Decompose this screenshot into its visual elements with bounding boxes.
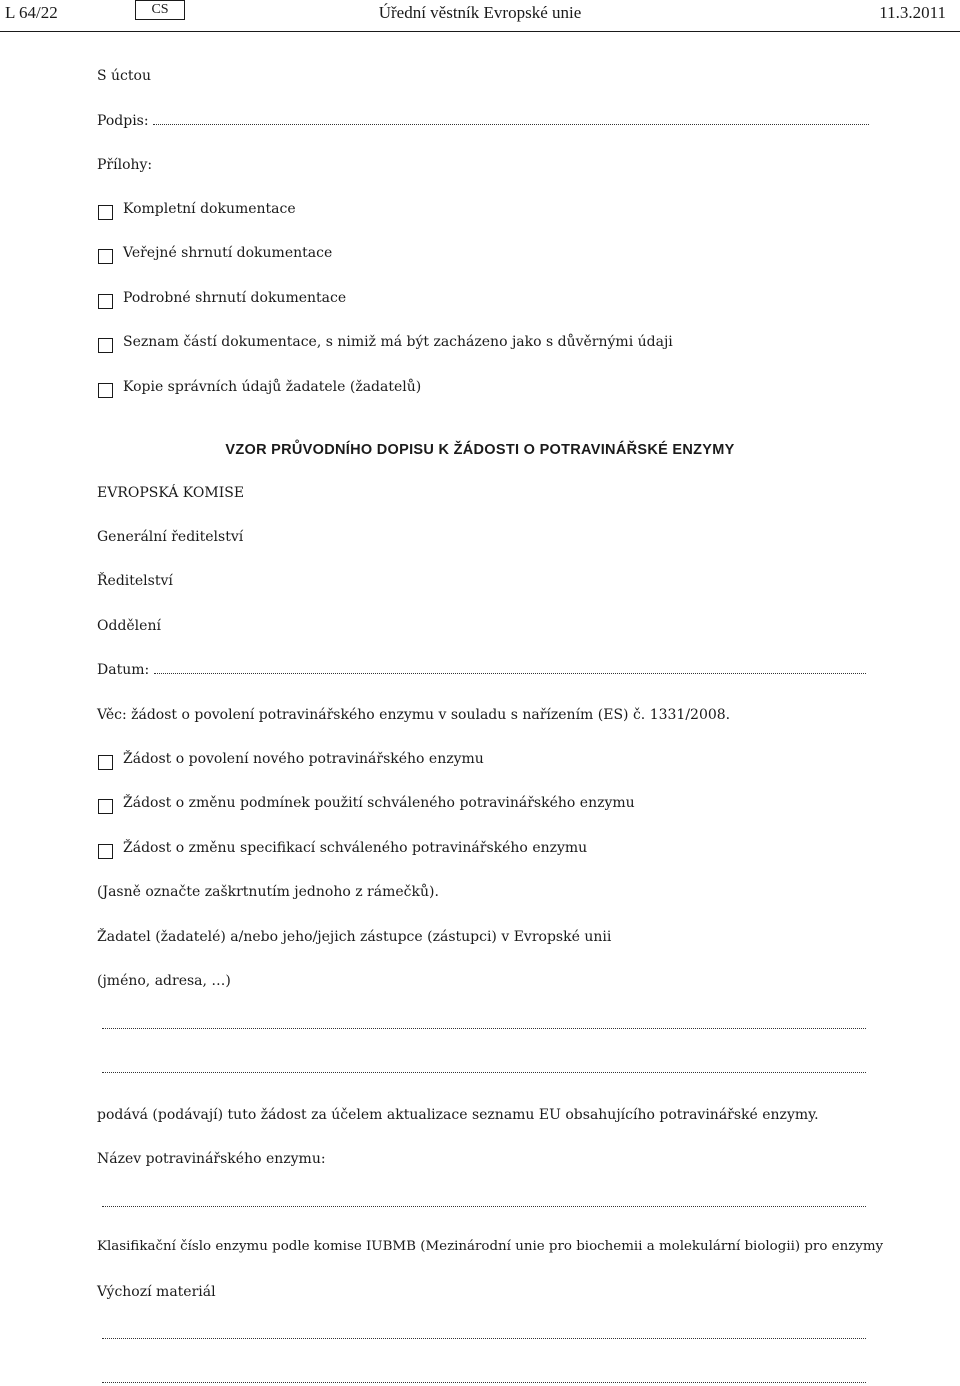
applicant-field-2[interactable] bbox=[102, 1072, 866, 1073]
date-field[interactable] bbox=[154, 661, 866, 674]
applicant-hint: (jméno, adresa, …) bbox=[97, 973, 231, 989]
date-label: Datum: bbox=[97, 662, 150, 678]
language-badge: CS bbox=[135, 0, 185, 20]
attachment-label: Kopie správních údajů žadatele (žadatelů) bbox=[123, 379, 422, 395]
enzyme-name-field[interactable] bbox=[102, 1206, 866, 1207]
subject-line: Věc: žádost o povolení potravinářského enzymu v souladu s nařízením (ES) č. 1331/2008. bbox=[97, 707, 731, 723]
attachment-label: Veřejné shrnutí dokumentace bbox=[123, 245, 333, 261]
attachment-checkbox[interactable] bbox=[98, 383, 113, 398]
attachment-label: Podrobné shrnutí dokumentace bbox=[123, 290, 347, 306]
page-reference: L 64/22 bbox=[5, 3, 58, 22]
closing-text: S úctou bbox=[97, 68, 151, 84]
addressee-directorate: Ředitelství bbox=[97, 573, 173, 589]
attachment-checkbox[interactable] bbox=[98, 205, 113, 220]
source-material-label: Výchozí materiál bbox=[97, 1284, 216, 1300]
applicant-line: Žadatel (žadatelé) a/nebo jeho/jejich zástupce (zástupci) v Evropské unii bbox=[97, 929, 612, 945]
submits-line: podává (podávají) tuto žádost za účelem aktualizace seznamu EU obsahujícího potravinářské enzymy. bbox=[97, 1107, 819, 1123]
applicant-field-1[interactable] bbox=[102, 1028, 866, 1029]
header-rule bbox=[0, 31, 960, 32]
signature-row bbox=[97, 112, 869, 130]
attachment-checkbox[interactable] bbox=[98, 338, 113, 353]
classification-line: Klasifikační číslo enzymu podle komise IUBMB (Mezinárodní unie pro biochemii a molekulární biologii) pro enzymy bbox=[97, 1239, 884, 1254]
attachment-label: Seznam částí dokumentace, s nimiž má být zacházeno jako s důvěrnými údaji bbox=[123, 334, 673, 350]
source-material-field-1[interactable] bbox=[102, 1338, 866, 1339]
addressee-commission: EVROPSKÁ KOMISE bbox=[97, 485, 245, 501]
enzyme-name-label: Název potravinářského enzymu: bbox=[97, 1151, 326, 1167]
request-type-label: Žádost o povolení nového potravinářského enzymu bbox=[123, 751, 484, 767]
mark-note: (Jasně označte zaškrtnutím jednoho z rámečků). bbox=[97, 884, 439, 900]
addressee-dg: Generální ředitelství bbox=[97, 529, 244, 545]
attachment-label: Kompletní dokumentace bbox=[123, 201, 296, 217]
attachment-checkbox[interactable] bbox=[98, 249, 113, 264]
request-type-checkbox[interactable] bbox=[98, 755, 113, 770]
request-type-checkbox[interactable] bbox=[98, 799, 113, 814]
page-header bbox=[0, 0, 960, 30]
attachments-label: Přílohy: bbox=[97, 157, 153, 173]
signature-field[interactable] bbox=[153, 112, 869, 125]
source-material-field-2[interactable] bbox=[102, 1382, 866, 1383]
request-type-label: Žádost o změnu podmínek použití schváleného potravinářského enzymu bbox=[123, 795, 635, 811]
journal-title: Úřední věstník Evropské unie bbox=[378, 3, 582, 22]
publication-date: 11.3.2011 bbox=[879, 3, 946, 22]
attachment-checkbox[interactable] bbox=[98, 294, 113, 309]
request-type-label: Žádost o změnu specifikací schváleného potravinářského enzymu bbox=[123, 840, 588, 856]
addressee-unit: Oddělení bbox=[97, 618, 161, 634]
section-title: VZOR PRŮVODNÍHO DOPISU K ŽÁDOSTI O POTRAVINÁŘSKÉ ENZYMY bbox=[225, 442, 735, 458]
signature-label: Podpis: bbox=[97, 113, 149, 129]
request-type-checkbox[interactable] bbox=[98, 844, 113, 859]
date-row bbox=[97, 661, 866, 679]
